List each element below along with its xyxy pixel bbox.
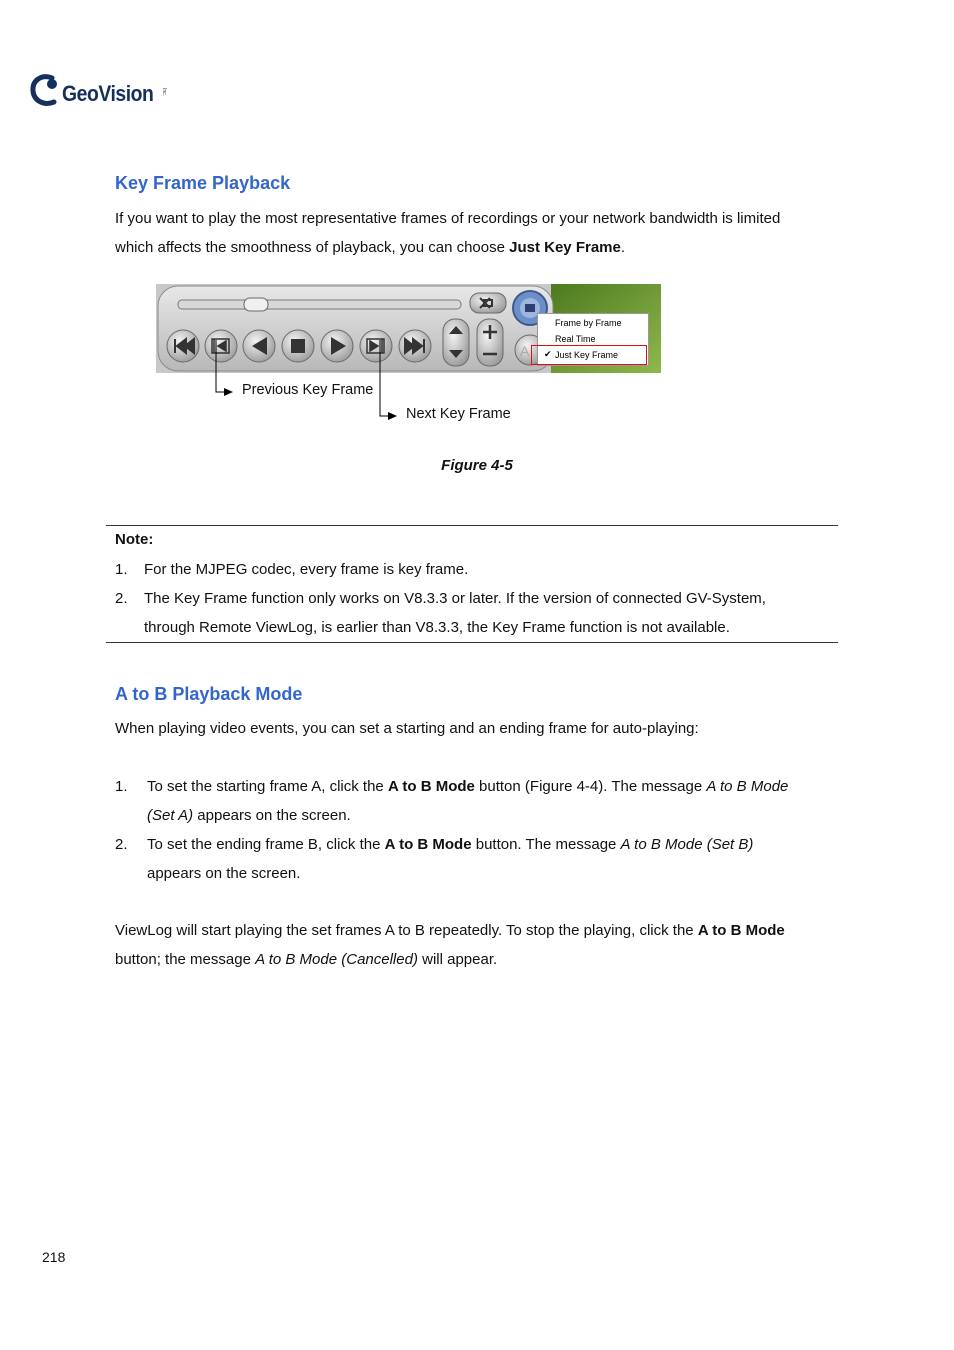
ab-step-1-number: 1. bbox=[115, 778, 128, 795]
ab-outro-part-c: button; the message bbox=[115, 951, 256, 968]
ab-step-1-message-a: A to B Mode bbox=[706, 778, 789, 795]
ab-step-1-part-f: appears on the screen. bbox=[193, 807, 351, 824]
section-title-a-to-b: A to B Playback Mode bbox=[115, 684, 303, 704]
last-frame-button[interactable] bbox=[399, 330, 431, 362]
logo-text: GeoVision bbox=[62, 81, 154, 106]
ab-step-1-part-c: button (Figure 4-4). The message bbox=[474, 778, 707, 795]
note-bottom-rule bbox=[106, 642, 838, 643]
geovision-logo bbox=[30, 72, 175, 112]
callout-lines bbox=[200, 330, 400, 430]
ab-step-1-text bbox=[147, 772, 847, 830]
ab-outro-mode-term: A to B Mode bbox=[697, 922, 785, 939]
mute-button[interactable] bbox=[470, 293, 506, 313]
ab-step-1-mode-term: A to B Mode bbox=[387, 778, 475, 795]
ab-outro bbox=[115, 916, 845, 974]
menu-item-just-key-frame[interactable]: Just Key Frame bbox=[555, 350, 619, 360]
keyframe-intro-line1: If you want to play the most representative frames of recordings or your network bandwidth is limited bbox=[115, 210, 781, 227]
ab-step-2-mode-term: A to B Mode bbox=[384, 836, 472, 853]
logo-small-text: Inc. bbox=[161, 88, 167, 97]
note-item-2-text bbox=[144, 584, 844, 642]
ab-step-2-number: 2. bbox=[115, 836, 128, 853]
section-title-key-frame: Key Frame Playback bbox=[115, 173, 291, 193]
keyframe-intro-period: . bbox=[620, 239, 626, 256]
ab-step-2-message: A to B Mode (Set B) bbox=[620, 836, 754, 853]
note-item-2-line1: The Key Frame function only works on V8.3.3 or later. If the version of connected GV-System, bbox=[144, 590, 766, 607]
svg-text:A: A bbox=[520, 343, 530, 359]
keyframe-intro-line2a: which affects the smoothness of playback, you can choose bbox=[115, 239, 510, 256]
note-item-2-number: 2. bbox=[115, 590, 128, 607]
ab-intro: When playing video events, you can set a starting and an ending frame for auto-playing: bbox=[115, 720, 699, 737]
note-item-1-text: For the MJPEG codec, every frame is key frame. bbox=[144, 561, 469, 578]
check-icon: ✔ bbox=[544, 349, 552, 359]
note-top-rule bbox=[106, 525, 838, 526]
menu-item-real-time[interactable]: Real Time bbox=[555, 334, 596, 344]
keyframe-intro bbox=[115, 204, 845, 262]
ab-outro-message: A to B Mode (Cancelled) bbox=[255, 951, 418, 968]
ab-step-2-text bbox=[147, 830, 847, 888]
note-item-2-line2: through Remote ViewLog, is earlier than V8.3.3, the Key Frame function is not available. bbox=[144, 619, 730, 636]
logo-swirl-icon bbox=[30, 72, 62, 108]
menu-item-frame-by-frame[interactable]: Frame by Frame bbox=[555, 318, 622, 328]
callout-previous-key-frame: Previous Key Frame bbox=[242, 382, 374, 398]
seek-handle bbox=[244, 298, 268, 311]
ab-step-2-part-a: To set the ending frame B, click the bbox=[147, 836, 385, 853]
seek-bar[interactable] bbox=[178, 298, 461, 311]
ab-step-2-part-c: button. The message bbox=[471, 836, 621, 853]
playback-mode-menu bbox=[537, 313, 649, 366]
ab-outro-part-e: will appear. bbox=[417, 951, 498, 968]
first-frame-button[interactable] bbox=[167, 330, 199, 362]
callout-next-key-frame: Next Key Frame bbox=[406, 406, 511, 422]
ab-step-1-message-b: (Set A) bbox=[147, 807, 194, 824]
ab-outro-part-a: ViewLog will start playing the set frames A to B repeatedly. To stop the playing, click the bbox=[115, 922, 698, 939]
zoom-stepper[interactable] bbox=[477, 319, 503, 366]
figure-caption: Figure 4-5 bbox=[441, 457, 513, 474]
ab-step-1-part-a: To set the starting frame A, click the bbox=[147, 778, 388, 795]
note-title: Note: bbox=[115, 531, 154, 548]
speed-stepper[interactable] bbox=[443, 319, 469, 366]
ab-step-2-part-e: appears on the screen. bbox=[147, 865, 301, 882]
note-item-1-number: 1. bbox=[115, 561, 128, 578]
page-number: 218 bbox=[42, 1249, 66, 1265]
just-key-frame-term: Just Key Frame bbox=[509, 239, 621, 256]
